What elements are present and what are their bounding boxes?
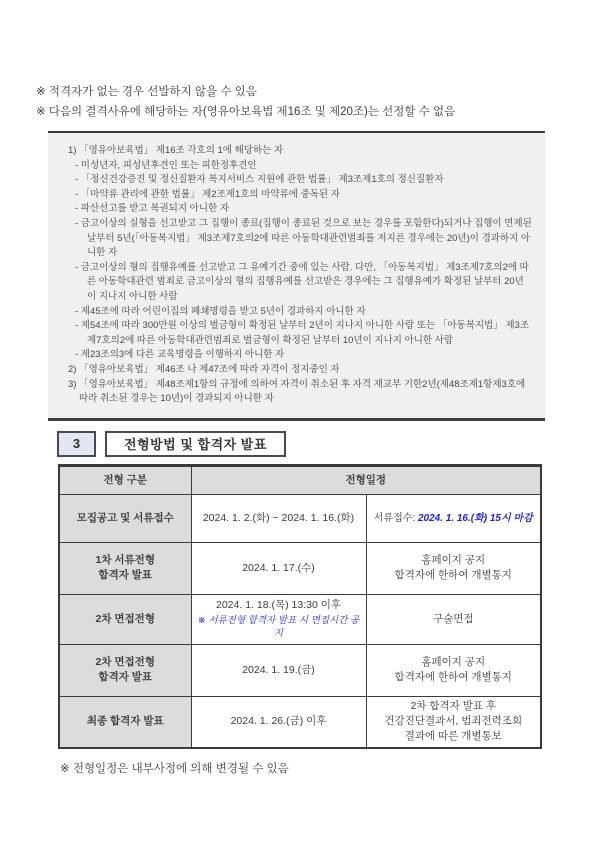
- cell-category: 모집공고 및 서류접수: [59, 494, 191, 542]
- table-row: [59, 594, 541, 644]
- note-no-selection: ※ 적격자가 없는 경우 선발하지 않을 수 있음: [36, 86, 257, 98]
- cell-category: 2차 면접전형: [59, 594, 191, 644]
- table-header-row: [59, 465, 541, 494]
- detail-line: 홈페이지 공지: [421, 656, 486, 669]
- interview-time-note: ※ 서류전형 합격자 발표 시 면접시간 공지: [197, 615, 360, 640]
- detail-label: 서류접수:: [373, 512, 418, 524]
- detail-line: 2차 합격자 발표 후: [410, 700, 497, 713]
- section-title: 전형방법 및 합격자 발표: [105, 431, 286, 457]
- cell-date: 2024. 1. 2.(화) ~ 2024. 1. 16.(화): [191, 494, 366, 542]
- cell-date: [191, 594, 366, 644]
- detail-line: 건강진단결과서, 범죄전력조회: [384, 715, 523, 728]
- section-header: [57, 431, 600, 457]
- date-line: 2024. 1. 18.(목) 13:30 이후: [216, 599, 341, 612]
- detail-line: 홈페이지 공지: [421, 554, 486, 567]
- law-item: - 제54조에 따라 300만원 이상의 벌금형이 확정된 날부터 2년이 지나지 아니한 사람 또는 「아동복지법」 제3조제7호의2에 따른 아동학대관련범죄로 벌금형이 확정된 날부터 10년이 지나지 아니한 사람: [75, 320, 530, 346]
- table-row: [59, 644, 541, 696]
- table-row: [59, 696, 541, 748]
- detail-line: 결과에 따른 개별통보: [404, 730, 502, 743]
- law-item: - 제23조의3에 다른 교육명령을 이행하지 아니한 자: [75, 349, 285, 361]
- cell-detail: [366, 494, 541, 542]
- schedule-table: [58, 464, 542, 750]
- deadline-highlight: 2024. 1. 16.(화) 15시 마감: [417, 512, 533, 524]
- law-item: - 「정신건강증진 및 정신질환자 복지서비스 지원에 관한 법률」 제3조제1호의 정신질환자: [75, 174, 444, 186]
- cell-category: [59, 542, 191, 594]
- law-item: 2) 「영유아보육법」 제46조 나 제47조에 따라 자격이 정지중인 자: [68, 363, 340, 375]
- cell-date: 2024. 1. 19.(금): [191, 644, 366, 696]
- cell-detail: [366, 542, 541, 594]
- law-item: - 미성년자, 피성년후견인 또는 피한정후견인: [75, 159, 257, 171]
- header-cell-category: 전형 구분: [59, 465, 191, 494]
- law-item: - 파산선고를 받고 복권되지 아니한 자: [75, 203, 230, 215]
- cell-category: 최종 합격자 발표: [59, 696, 191, 748]
- cell-date: 2024. 1. 26.(금) 이후: [191, 696, 366, 748]
- law-item: 1) 「영유아보육법」 제16조 각호의 1에 해당하는 자: [68, 145, 284, 156]
- cell-date: 2024. 1. 17.(수): [191, 542, 366, 594]
- detail-line: 합격자에 한하여 개별통지: [394, 569, 512, 582]
- note-disqualification: ※ 다음의 결격사유에 해당하는 자(영유아보육법 제16조 및 제20조)는 선정할 수 없음: [36, 106, 456, 118]
- table-row: [59, 494, 541, 542]
- category-line: 합격자 발표: [98, 569, 153, 582]
- section-number-badge: 3: [57, 431, 96, 457]
- disqualification-box: [48, 131, 545, 421]
- detail-line: 합격자에 한하여 개별통지: [394, 671, 512, 684]
- cell-detail: [366, 644, 541, 696]
- top-notes: [36, 82, 600, 122]
- detail-text: [374, 513, 533, 524]
- table-row: [59, 542, 541, 594]
- category-line: 1차 서류전형: [95, 554, 155, 567]
- category-line: 합격자 발표: [98, 671, 153, 684]
- law-item: - 「마약류 관리에 관한 법률」 제2조제1호의 마약류에 중독된 자: [75, 188, 340, 200]
- law-item: 3) 「영유아보육법」 제48조제1항의 규정에 의하여 자격이 취소된 후 자격 재교부 기한2년(제48조제1항제3호에 따라 취소된 경우는 10년)이 경과되지 아니한 자: [68, 378, 526, 405]
- header-cell-schedule: 전형일정: [191, 465, 541, 494]
- law-item: - 금고이상의 형의 집행유예를 선고받고 그 유예기간 중에 있는 사람. 다만, 「아동복지법」 제3조제7호의2에 따른 아동학대관련 범죄로 금고이상의 형의 집행유예를 선고받은 경우에는 그 집행유예가 확정된 날부터 20년이 지나지 아니한 사람: [75, 261, 529, 302]
- cell-category: [59, 644, 191, 696]
- category-line: 2차 면접전형: [95, 656, 155, 669]
- cell-detail: [366, 696, 541, 748]
- cell-detail: 구술면접: [366, 594, 541, 644]
- law-item: - 금고이상의 실형을 선고받고 그 집행이 종료(집행이 종료된 것으로 보는 경우를 포함한다)되거나 집행이 면제된 날부터 5년(「아동복지법」 제3조제7호의2에 따른 아동학대관련범죄를 저지른 경우에는 20년)이 경과하지 아니한 자: [75, 217, 532, 259]
- schedule-change-note: ※ 전형일정은 내부사정에 의해 변경될 수 있음: [60, 763, 289, 776]
- law-item: - 제45조에 따라 어린이집의 폐쇄명령을 받고 5년이 경과하지 아니한 자: [75, 305, 366, 317]
